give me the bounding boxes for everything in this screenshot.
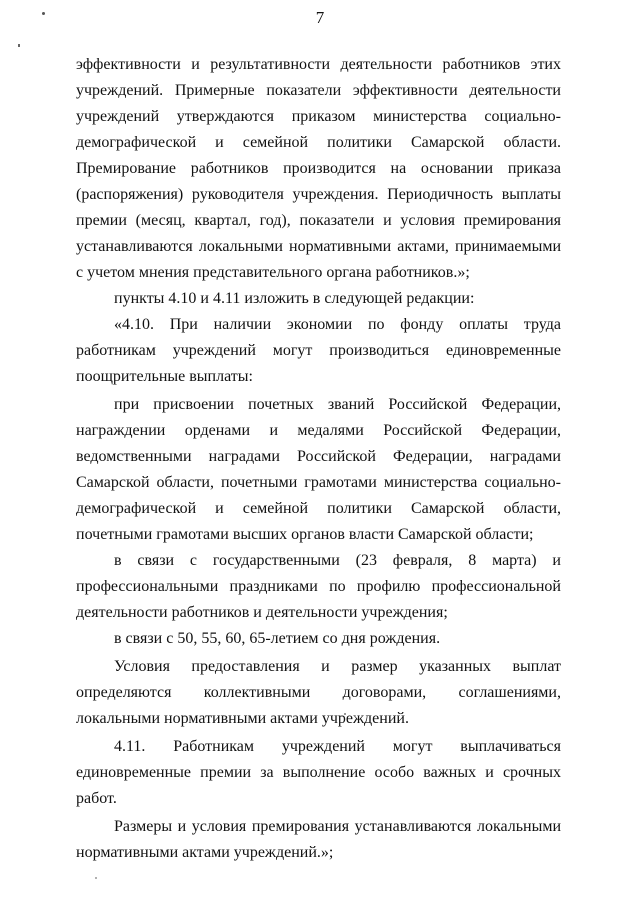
scan-speck	[95, 877, 97, 879]
paragraph-continuation: эффективности и результативности деятельности работников этих учреждений. Примерные показатели эффективности деятельности учреждений утверждаются приказом министерства социально-демографической и семейной политики Самарской области. Премирование работников производится на основании приказа (распоряжения) руководителя учреждения. Периодичность выплаты премии (месяц, квартал, год), показатели и условия премирования устанавливаются локальными нормативными актами, принимаемыми с учетом мнения представительного органа работников.»;	[76, 56, 561, 281]
paragraph-conditions: Условия предоставления и размер указанных выплат определяются коллективными договорами, соглашениями, локальными нормативными актами учреждений.	[76, 658, 561, 727]
paragraph-bonus-terms: Размеры и условия премирования устанавливаются локальными нормативными актами учреждений.»;	[76, 818, 561, 861]
scan-speck	[18, 44, 20, 47]
document-body	[76, 52, 561, 866]
page-number: 7	[315, 8, 325, 27]
paragraph-holidays: в связи с государственными (23 февраля, 8 марта) и профессиональными праздниками по профилю профессиональной деятельности работников и деятельности учреждения;	[76, 552, 561, 621]
paragraph-amendment-intro: пункты 4.10 и 4.11 изложить в следующей редакции:	[114, 290, 475, 307]
paragraph-4-11: 4.11. Работникам учреждений могут выплачиваться единовременные премии за выполнение особо важных и срочных работ.	[76, 738, 561, 807]
paragraph-awards: при присвоении почетных званий Российской Федерации, награждении орденами и медалями Российской Федерации, ведомственными наградами Российской Федерации, наградами Самарской области, почетными грамотами министерства социально-демографической и семейной политики Самарской области, почетными грамотами высших органов власти Самарской области;	[76, 396, 561, 543]
paragraph-anniversary: в связи с 50, 55, 60, 65-летием со дня рождения.	[114, 630, 441, 647]
paragraph-4-10: «4.10. При наличии экономии по фонду оплаты труда работникам учреждений могут производиться единовременные поощрительные выплаты:	[76, 316, 561, 385]
